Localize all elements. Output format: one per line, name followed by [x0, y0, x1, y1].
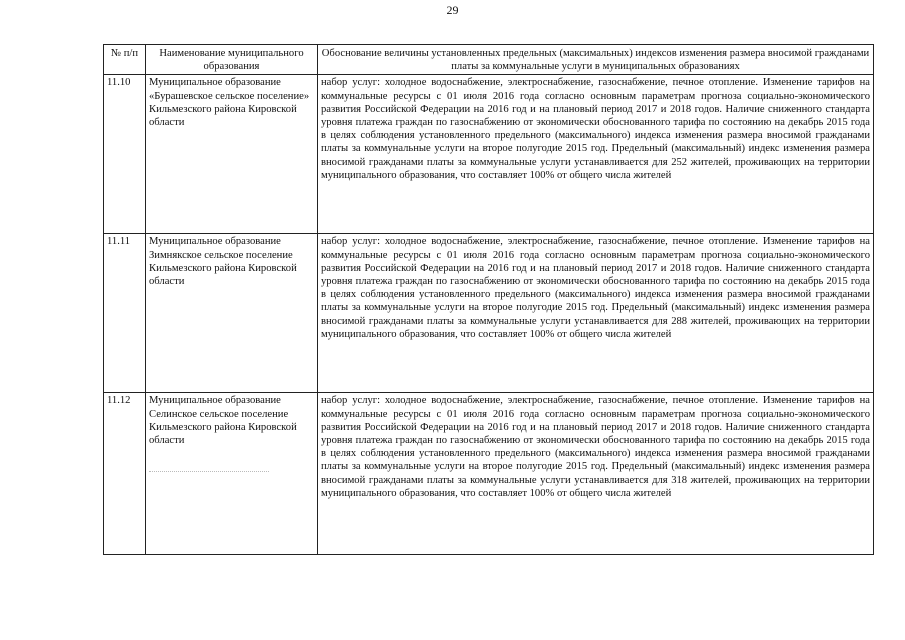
row-num: 11.11: [104, 234, 146, 393]
row-num: 11.12: [104, 393, 146, 555]
page-number: 29: [446, 3, 459, 17]
row-justification: набор услуг: холодное водоснабжение, электроснабжение, газоснабжение, печное отопление. Изменение тарифов на коммунальные ресурсы с 01 июля 2016 года согласно основным параметрам прогноза социально-экономического развития Российской Федерации на 2016 год и на плановый период 2017 и 2018 годов. Наличие сниженного стандарта уровня платежа граждан по газоснабжению от экономически обоснованного тарифа по состоянию на декабрь 2015 года в целях соблюдения установленного предельного (максимального) индекса изменения размера вносимой гражданами платы за коммунальные услуги на второе полугодие 2015 год. Предельный (максимальный) индекс изменения размера вносимой гражданами платы за коммунальные услуги устанавливается для 318 жителей, проживающих на территории муниципального образования, что составляет 100% от общего числа жителей: [318, 393, 874, 555]
tariff-index-table: [103, 44, 874, 555]
row-justification: набор услуг: холодное водоснабжение, электроснабжение, газоснабжение, печное отопление. Изменение тарифов на коммунальные ресурсы с 01 июля 2016 года согласно основным параметрам прогноза социально-экономического развития Российской Федерации на 2016 год и на плановый период 2017 и 2018 годов. Наличие сниженного стандарта уровня платежа граждан по газоснабжению от экономически обоснованного тарифа по состоянию на декабрь 2015 года в целях соблюдения установленного предельного (максимального) индекса изменения размера вносимой гражданами платы за коммунальные услуги на второе полугодие 2015 год. Предельный (максимальный) индекс изменения размера вносимой гражданами платы за коммунальные услуги устанавливается для 252 жителей, проживающих на территории муниципального образования, что составляет 100% от общего числа жителей: [318, 75, 874, 234]
scan-artifact: [149, 471, 269, 474]
table-row: [104, 75, 874, 234]
row-num: 11.10: [104, 75, 146, 234]
row-municipality-cell: [146, 393, 318, 555]
table-header-row: [104, 45, 874, 75]
header-municipality: Наименование муниципального образования: [146, 45, 318, 75]
row-municipality: Муниципальное образование «Бурашевское сельское поселение» Кильмезского района Кировской области: [146, 75, 318, 234]
row-municipality: Муниципальное образование Зимнякское сельское поселение Кильмезского района Кировской области: [146, 234, 318, 393]
row-municipality: Муниципальное образование Селинское сельское поселение Кильмезского района Кировской области: [149, 395, 297, 447]
table-row: [104, 234, 874, 393]
table-row: [104, 393, 874, 555]
header-num: № п/п: [104, 45, 146, 75]
row-justification: набор услуг: холодное водоснабжение, электроснабжение, газоснабжение, печное отопление. Изменение тарифов на коммунальные ресурсы с 01 июля 2016 года согласно основным параметрам прогноза социально-экономического развития Российской Федерации на 2016 год и на плановый период 2017 и 2018 годов. Наличие сниженного стандарта уровня платежа граждан по газоснабжению от экономически обоснованного тарифа по состоянию на декабрь 2015 года в целях соблюдения установленного предельного (максимального) индекса изменения размера вносимой гражданами платы за коммунальные услуги на второе полугодие 2015 год. Предельный (максимальный) индекс изменения размера вносимой гражданами платы за коммунальные услуги устанавливается для 288 жителей, проживающих на территории муниципального образования, что составляет 100% от общего числа жителей: [318, 234, 874, 393]
header-justification: Обоснование величины установленных предельных (максимальных) индексов изменения размера вносимой гражданами платы за коммунальные услуги в муниципальных образованиях: [318, 45, 874, 75]
